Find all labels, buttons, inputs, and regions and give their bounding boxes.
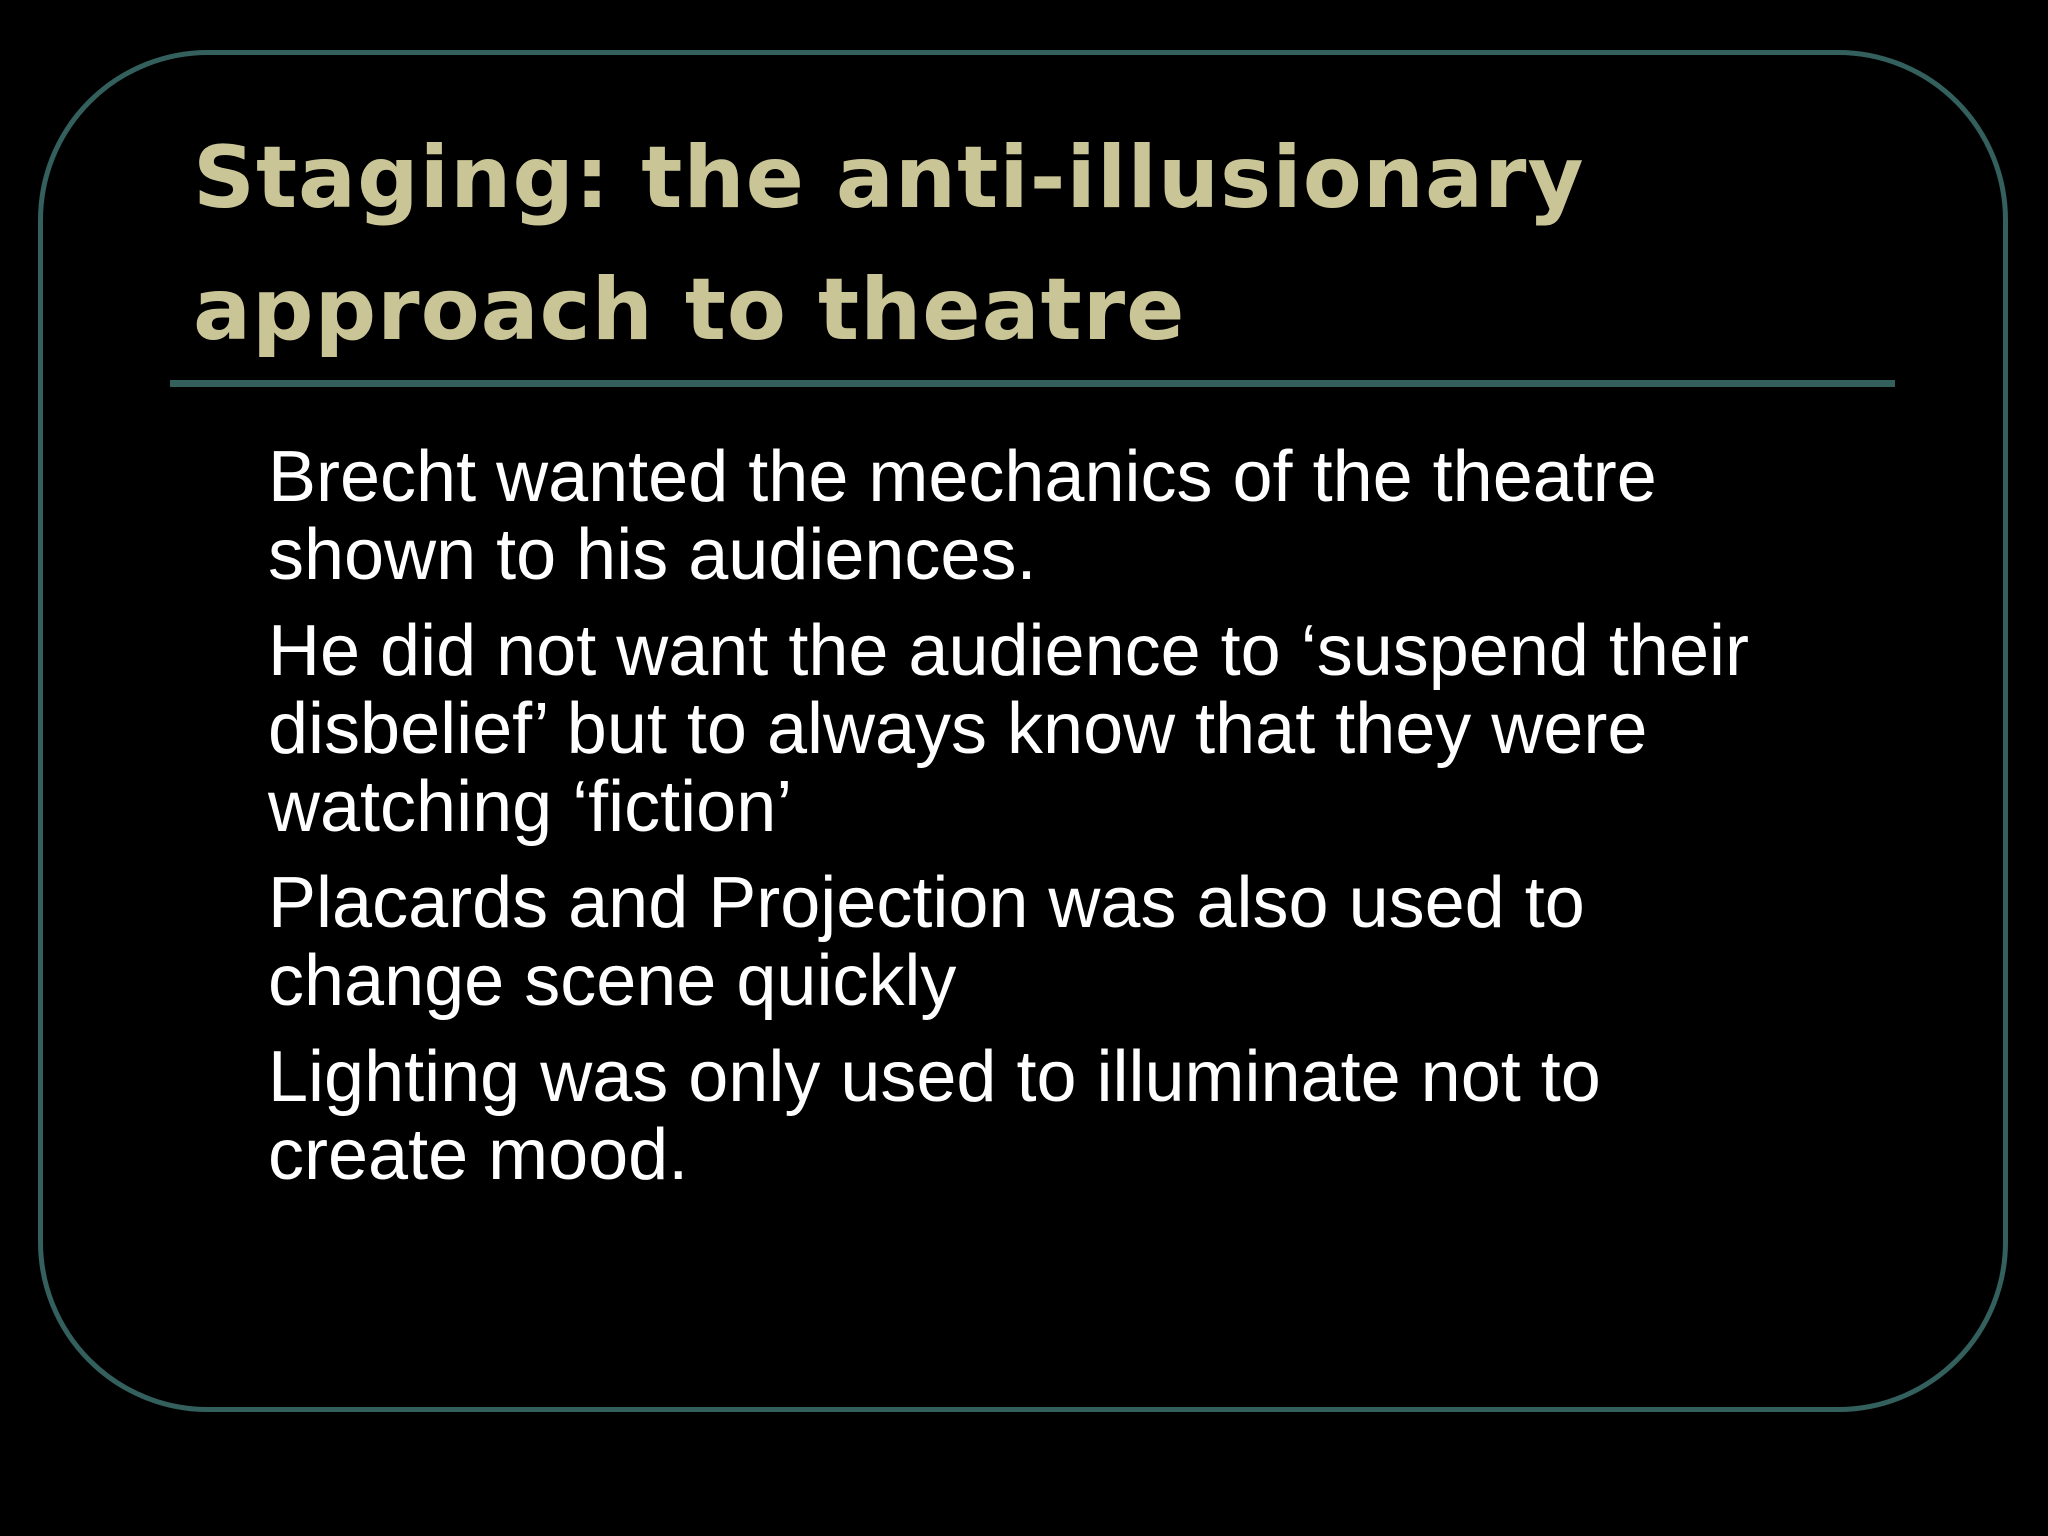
bullet-point bbox=[268, 612, 1908, 846]
bullet-line: Brecht wanted the mechanics of the theatre bbox=[268, 437, 1657, 517]
bullet-point bbox=[268, 864, 1908, 1020]
bullet-line: Placards and Projection was also used to bbox=[268, 863, 1585, 943]
slide-title-line: Staging: the anti-illusionary bbox=[193, 128, 1585, 228]
bullet-line: Lighting was only used to illuminate not to bbox=[268, 1037, 1601, 1117]
bullet-line: change scene quickly bbox=[268, 941, 957, 1021]
bullet-line: watching ‘fiction’ bbox=[268, 767, 793, 847]
bullet-line: He did not want the audience to ‘suspend their bbox=[268, 611, 1749, 691]
slide-title-line: approach to theatre bbox=[193, 260, 1186, 360]
bullet-point bbox=[268, 1038, 1908, 1194]
slide-title bbox=[193, 112, 1893, 376]
bullet-line: disbelief’ but to always know that they were bbox=[268, 689, 1648, 769]
title-divider bbox=[170, 380, 1895, 387]
bullet-point bbox=[268, 438, 1908, 594]
bullet-line: create mood. bbox=[268, 1115, 689, 1195]
bullet-line: shown to his audiences. bbox=[268, 515, 1037, 595]
bullet-list bbox=[268, 438, 1908, 1212]
